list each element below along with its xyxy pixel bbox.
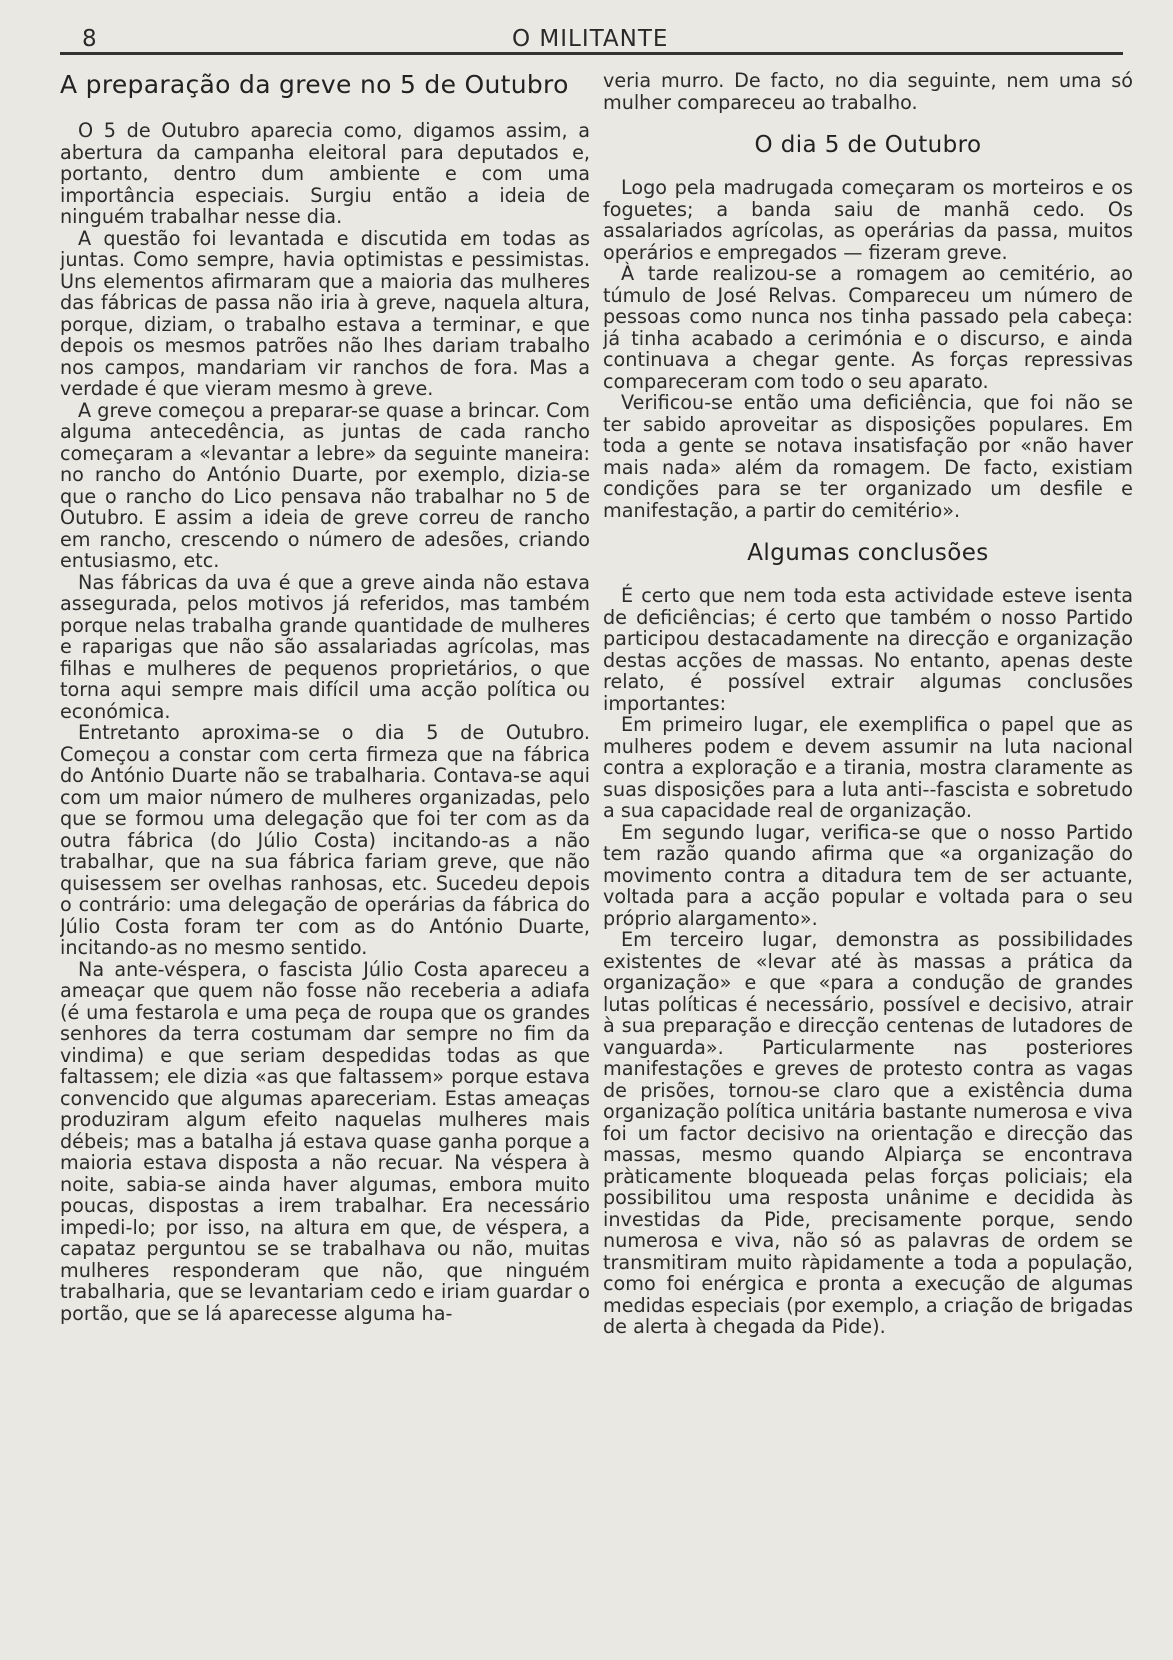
left-column: [60, 70, 590, 1630]
running-title: O MILITANTE: [512, 26, 669, 52]
paragraph: Entretanto aproxima-se o dia 5 de Outubro. Começou a constar com certa firmeza que na fábrica do António Duarte não se trabalharia. Contava-se aqui com um maior número de mulheres organizadas, pelo que se formou uma delegação que foi ter com as da outra fábrica (do Júlio Costa) incitando-as a não trabalhar, que na sua fábrica fariam greve, que não quisessem ser ovelhas ranhosas, etc. Sucedeu depois o contrário: uma delegação de operárias da fábrica do Júlio Costa foram ter com as do António Duarte, incitando-as no mesmo sentido.: [60, 721, 590, 959]
paragraph: A greve começou a preparar-se quase a brincar. Com alguma antecedência, as juntas de cada rancho começaram a «levantar a lebre» da seguinte maneira: no rancho do António Duarte, por exemplo, dizia-se que o rancho do Lico pensava não trabalhar no 5 de Outubro. E assim a ideia de greve correu de rancho em rancho, crescendo o número de adesões, criando entusiasmo, etc.: [60, 398, 590, 572]
right-column: [603, 70, 1133, 1630]
paragraph: É certo que nem toda esta actividade esteve isenta de deficiências; é certo que também o nosso Partido participou destacadamente na direcção e organização destas acções de massas. No entanto, apenas deste relato, é possível extrair algumas conclusões importantes:: [603, 584, 1133, 715]
section-heading: O dia 5 de Outubro: [754, 132, 982, 158]
article-title: A preparação da greve no 5 de Outubro: [60, 70, 569, 99]
page-header: [60, 22, 1123, 56]
paragraph-continuation: veria murro. De facto, no dia seguinte, nem uma só mulher compareceu ao trabalho.: [603, 70, 1133, 114]
paragraph: Em primeiro lugar, ele exemplifica o papel que as mulheres podem e devem assumir na luta nacional contra a exploração e a tirania, mostra claramente as suas disposições para a luta anti--fascista e sobretudo a sua capacidade real de organização.: [603, 713, 1133, 822]
paragraph: Em terceiro lugar, demonstra as possibilidades existentes de «levar até às massas a prática da organização» e que «para a condução de grandes lutas políticas é necessário, possível e decisivo, atrair à sua preparação e direcção centenas de lutadores de vanguarda». Particularmente nas posteriores manifestações e greves de protesto contra as vagas de prisões, tornou-se claro que a existência duma organização política unitária bastante numerosa e viva foi um factor decisivo na orientação e direcção das massas, mesmo quando Alpiarça se encontrava pràticamente bloqueada pelas forças policiais; ela possibilitou uma resposta unânime e decidida às investidas da Pide, precisamente porque, sendo numerosa e viva, não só as palavras de ordem se transmitiram muito ràpidamente a toda a população, como foi enérgica e pronta a execução de algumas medidas especiais (por exemplo, a criação de brigadas de alerta à chegada da Pide).: [603, 928, 1133, 1338]
paragraph: À tarde realizou-se a romagem ao cemitério, ao túmulo de José Relvas. Compareceu um número de pessoas como nunca nos tinha passado pela cabeça: já tinha acabado a cerimónia e o discurso, e ainda continuava a chegar gente. As forças repressivas compareceram com todo o seu aparato.: [603, 262, 1133, 393]
section-heading: Algumas conclusões: [747, 540, 989, 566]
paragraph: A questão foi levantada e discutida em todas as juntas. Como sempre, havia optimistas e pessimistas. Uns elementos afirmaram que a maioria das mulheres das fábricas de passa não iria à greve, naquela altura, porque, diziam, o trabalho estava a terminar, e que depois os mesmos patrões não lhes dariam trabalho nos campos, mandariam vir ranchos de fora. Mas a verdade é que vieram mesmo à greve.: [60, 226, 590, 400]
page-number: 8: [82, 26, 97, 52]
paragraph: O 5 de Outubro aparecia como, digamos assim, a abertura da campanha eleitoral para deputados e, portanto, dentro dum ambiente e com uma importância especiais. Surgiu então a ideia de ninguém trabalhar nesse dia.: [60, 119, 590, 228]
paragraph: Verificou-se então uma deficiência, que foi não se ter sabido aproveitar as disposições populares. Em toda a gente se notava insatisfação por «não haver mais nada» além da romagem. De facto, existiam condições para se ter organizado um desfile e manifestação, a partir do cemitério».: [603, 391, 1133, 522]
paragraph: Logo pela madrugada começaram os morteiros e os foguetes; a banda saiu de manhã cedo. Os assalariados agrícolas, as operárias da passa, muitos operários e empregados — fizeram greve.: [603, 176, 1133, 264]
paragraph: Em segundo lugar, verifica-se que o nosso Partido tem razão quando afirma que «a organização do movimento contra a ditadura tem de ser actuante, voltada para a acção popular e voltada para o seu próprio alargamento».: [603, 820, 1133, 930]
header-rule: [60, 52, 1123, 55]
paragraph: Na ante-véspera, o fascista Júlio Costa apareceu a ameaçar que quem não fosse não receberia a adiafa (é uma festarola e uma peça de roupa que os grandes senhores da terra costumam dar sempre no fim da vindima) e que seriam despedidas todas as que faltassem; ele dizia «as que faltassem» porque estava convencido que algumas apareceriam. Estas ameaças produziram algum efeito naquelas mulheres mais débeis; mas a batalha já estava quase ganha porque a maioria estava disposta a não recuar. Na véspera à noite, sabia-se ainda haver algumas, embora muito poucas, dispostas a irem trabalhar. Era necessário impedi-lo; por isso, na altura em que, de véspera, a capataz perguntou se se trabalhava ou não, muitas mulheres responderam que não, que ninguém trabalharia, que se levantariam cedo e iriam guardar o portão, que se lá aparecesse alguma ha-: [60, 957, 590, 1325]
paragraph: Nas fábricas da uva é que a greve ainda não estava assegurada, pelos motivos já referidos, mas também porque nelas trabalha grande quantidade de mulheres e raparigas que não são assalariadas agrícolas, mas filhas e mulheres de pequenos proprietários, o que torna aqui sempre mais difícil uma acção política ou económica.: [60, 570, 590, 723]
